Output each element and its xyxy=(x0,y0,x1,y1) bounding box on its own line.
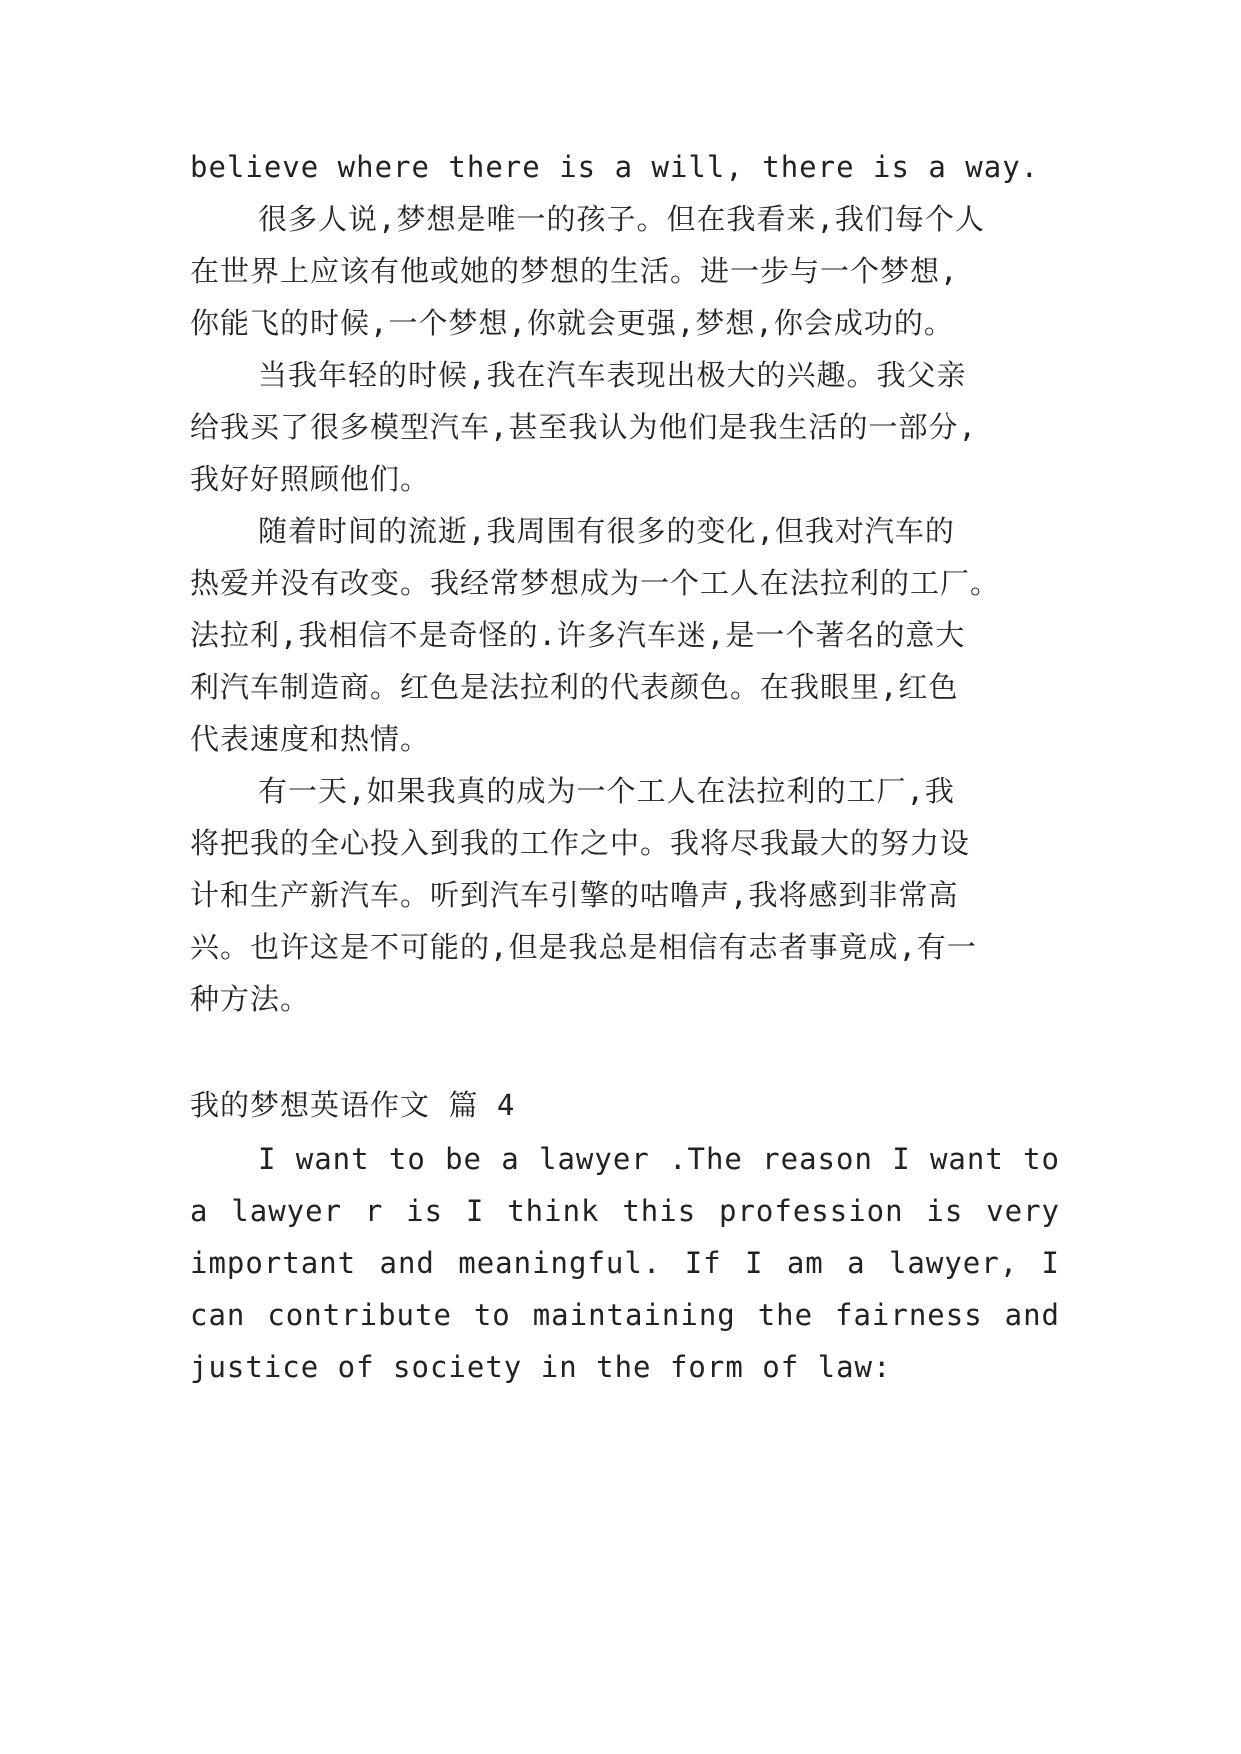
paragraph-line: 热爱并没有改变。我经常梦想成为一个工人在法拉利的工厂。 xyxy=(190,566,1001,600)
paragraph-line: 很多人说,梦想是唯一的孩子。但在我看来,我们每个人 xyxy=(258,202,985,236)
paragraph-line: 给我买了很多模型汽车,甚至我认为他们是我生活的一部分, xyxy=(190,410,977,444)
paragraph-line: I want to be a lawyer .The reason I want to xyxy=(258,1142,1060,1176)
paragraph-line: 兴。也许这是不可能的,但是我总是相信有志者事竟成,有一 xyxy=(190,930,977,964)
paragraph-line: 代表速度和热情。 xyxy=(190,722,431,756)
paragraph-line: a lawyer r is I think this profession is very xyxy=(190,1194,1060,1228)
section-heading: 我的梦想英语作文 篇 4 xyxy=(190,1088,516,1122)
paragraph-line: 法拉利,我相信不是奇怪的.许多汽车迷,是一个著名的意大 xyxy=(190,618,966,652)
paragraph-line: 随着时间的流逝,我周围有很多的变化,但我对汽车的 xyxy=(258,514,955,548)
paragraph-line: believe where there is a will, there is a way. xyxy=(190,150,1040,184)
paragraph-line: justice of society in the form of law: xyxy=(190,1350,892,1384)
paragraph-line: 利汽车制造商。红色是法拉利的代表颜色。在我眼里,红色 xyxy=(190,670,959,704)
paragraph-line: 当我年轻的时候,我在汽车表现出极大的兴趣。我父亲 xyxy=(258,358,967,392)
paragraph-line: 将把我的全心投入到我的工作之中。我将尽我最大的努力设 xyxy=(190,826,971,860)
paragraph-line: 在世界上应该有他或她的梦想的生活。进一步与一个梦想, xyxy=(190,254,959,288)
paragraph-line: 有一天,如果我真的成为一个工人在法拉利的工厂,我 xyxy=(258,774,955,808)
paragraph-line: 计和生产新汽车。听到汽车引擎的咕噜声,我将感到非常高 xyxy=(190,878,959,912)
paragraph-line: 种方法。 xyxy=(190,982,311,1016)
paragraph-line: 我好好照顾他们。 xyxy=(190,462,431,496)
paragraph-line: 你能飞的时候,一个梦想,你就会更强,梦想,你会成功的。 xyxy=(190,306,954,340)
paragraph-line: can contribute to maintaining the fairness and xyxy=(190,1298,1060,1332)
paragraph-line: important and meaningful. If I am a lawyer, I xyxy=(190,1246,1060,1280)
